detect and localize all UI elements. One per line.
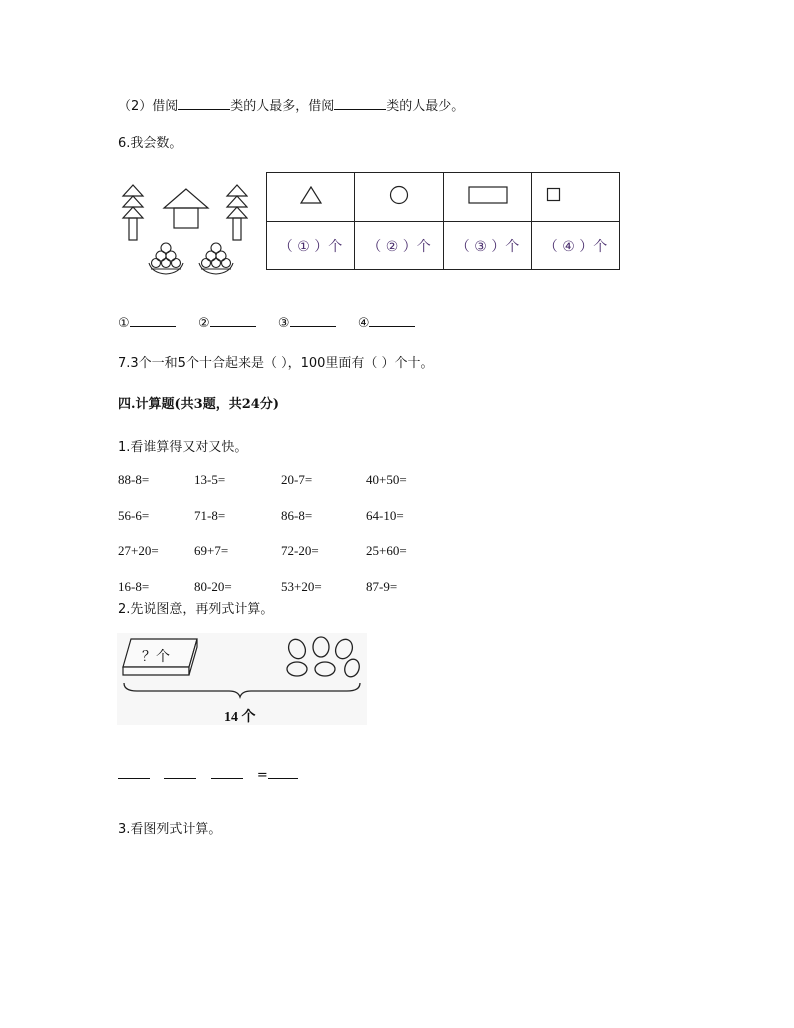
calc-1-1: 71-8= [194,508,226,523]
q5-blank-most[interactable] [178,97,230,110]
equation-line [118,766,298,783]
equation-result-blank[interactable] [268,766,298,779]
answer-cell-4: （ ④ ）个 [532,222,620,270]
total-brace [124,683,360,697]
calc-3-2: 53+20= [281,579,322,594]
tree-figure-left [123,185,143,240]
q2-title: 2.先说图意，再列式计算。 [118,602,274,617]
equation-blank-3[interactable] [211,766,243,779]
cell-rectangle [444,173,532,222]
q5-suffix: 类的人最少。 [386,99,465,114]
answer-label-1: ① [118,316,130,331]
section4-title: 四.计算题(共3题，共24分) [118,397,279,412]
q5-prefix: （2）借阅 [118,99,179,114]
eggs-figure [286,637,362,679]
calc-3-0: 16-8= [118,579,150,594]
house-figure [164,189,208,228]
ball-basket-left [149,243,183,274]
q3-title: 3.看图列式计算。 [118,822,222,837]
triangle-icon [299,185,323,205]
answer-label-2: ② [197,316,210,331]
q7-text: 7.3个一和5个十合起来是（ ），100里面有（ ）个十。 [118,356,434,371]
q5-middle: 类的人最多，借阅 [230,99,335,114]
cell-square [532,173,620,222]
calc-3-3: 87-9= [366,579,398,594]
q6-title: 6.我会数。 [118,136,183,151]
answer-cell-1: （ ① ）个 [267,222,355,270]
calc-1-3: 64-10= [366,508,404,523]
calc-1-0: 56-6= [118,508,150,523]
answer-cell-2: （ ② ）个 [355,222,444,270]
square-icon [546,187,562,203]
calc-title: 1.看谁算得又对又快。 [118,440,248,455]
calc-0-3: 40+50= [366,472,407,487]
equation-blank-2[interactable] [164,766,196,779]
q5-part2-line [118,95,464,114]
cell-circle [355,173,444,222]
answer-label-4: ④ [357,316,370,331]
answer-blank-1[interactable] [130,314,176,327]
equation-blank-1[interactable] [118,766,150,779]
answer-blank-4[interactable] [369,314,415,327]
calc-0-0: 88-8= [118,472,150,487]
shapes-picture [118,182,248,277]
calc-2-2: 72-20= [281,543,319,558]
box-label: ？个 [142,649,170,665]
tree-figure-right [227,185,247,240]
calc-3-1: 80-20= [194,579,232,594]
cell-triangle [267,173,355,222]
answer-cell-3: （ ③ ）个 [444,222,532,270]
q5-blank-least[interactable] [334,97,386,110]
calc-0-2: 20-7= [281,472,313,487]
answer-blank-3[interactable] [290,314,336,327]
q6-answer-line [118,314,415,331]
circle-icon [388,184,410,206]
calc-0-1: 13-5= [194,472,226,487]
calc-1-2: 86-8= [281,508,313,523]
calc-2-3: 25+60= [366,543,407,558]
answer-blank-2[interactable] [210,314,256,327]
ball-basket-right [199,243,233,274]
rectangle-icon [467,185,509,205]
calc-2-0: 27+20= [118,543,159,558]
calc-2-1: 69+7= [194,543,229,558]
count-table [266,172,620,270]
equation-equals: = [256,768,268,783]
total-label: 14 个 [224,710,256,725]
answer-label-3: ③ [277,316,290,331]
